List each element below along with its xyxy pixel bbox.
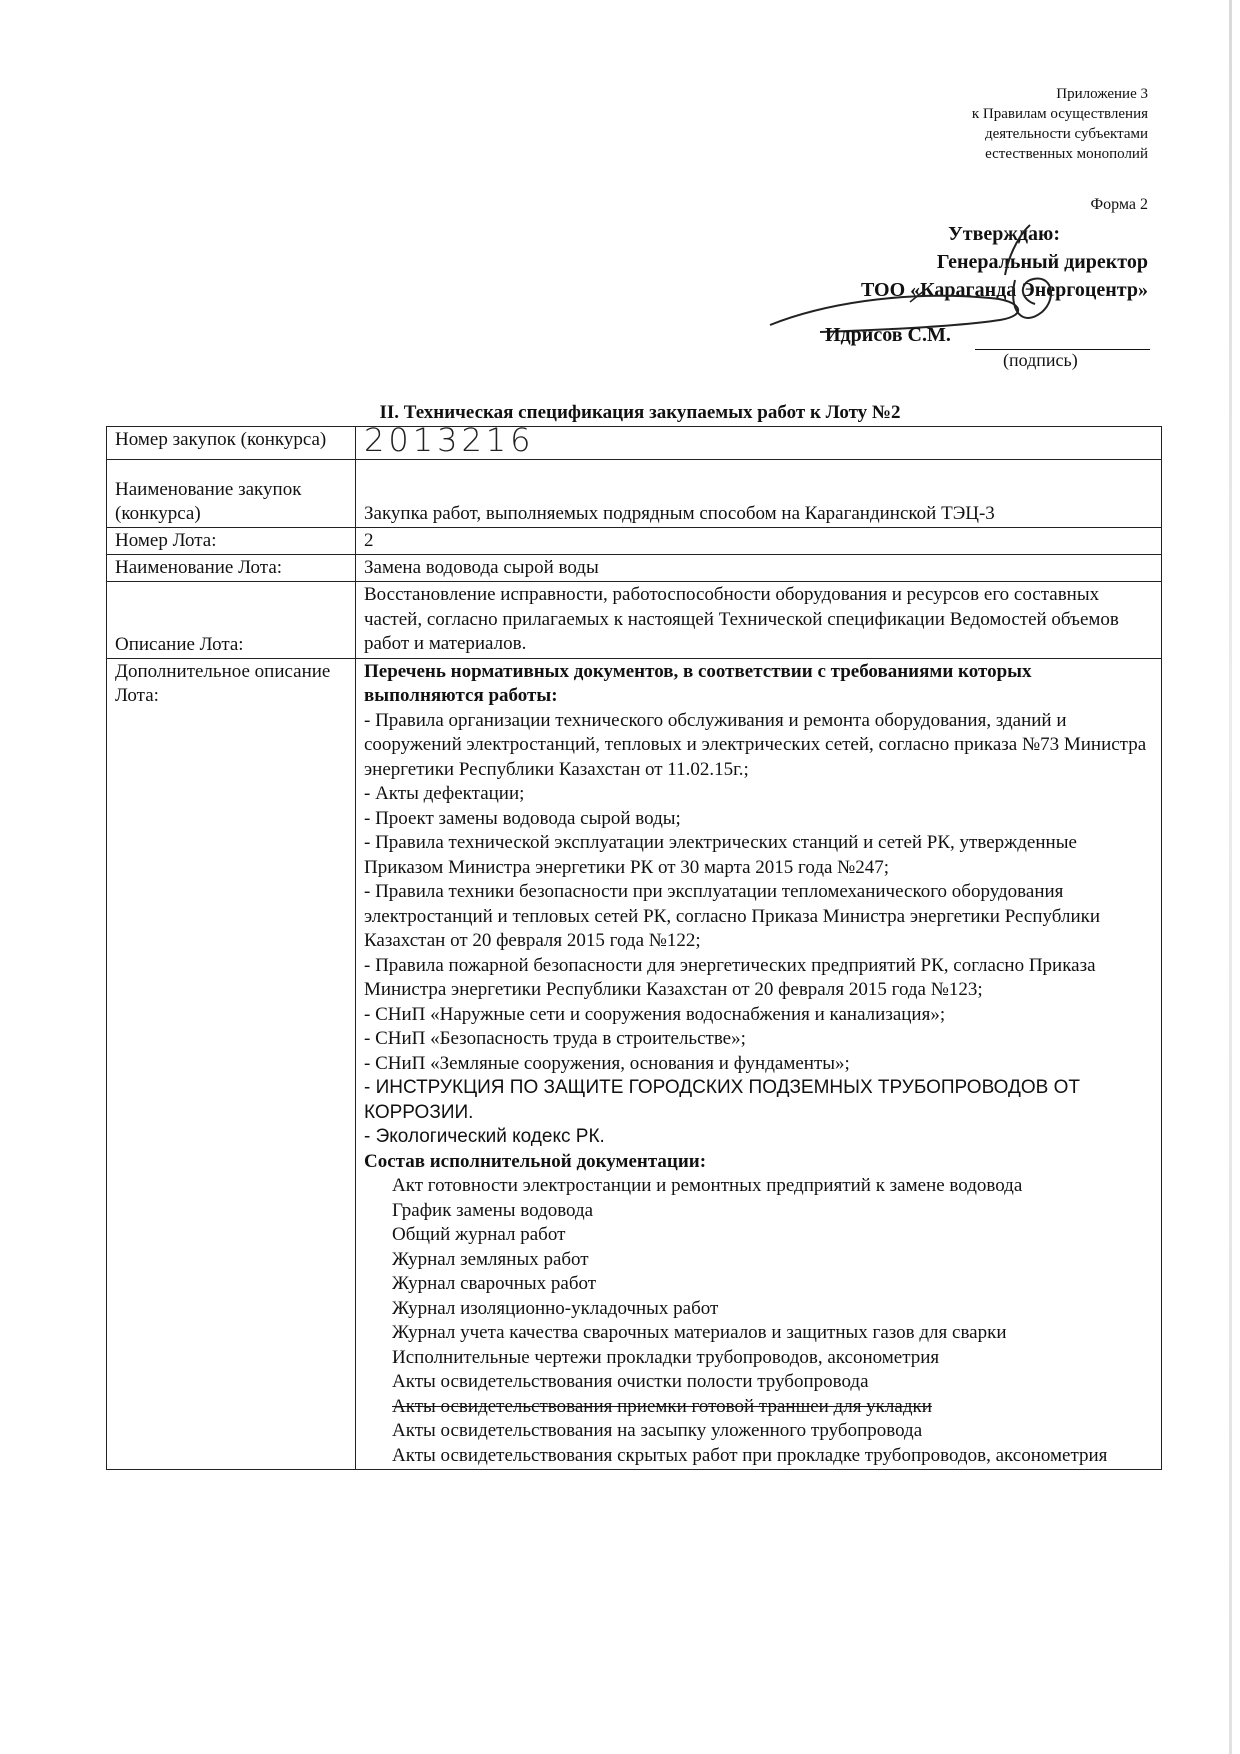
procurement-number-value: 2013216	[364, 421, 535, 459]
signer-name: Идрисов С.М.	[825, 324, 951, 346]
approval-block	[861, 220, 1148, 304]
normative-item: - СНиП «Земляные сооружения, основания и фундаменты»;	[364, 1052, 850, 1074]
normative-item: - СНиП «Безопасность труда в строительстве»;	[364, 1028, 746, 1049]
signature-caption: (подпись)	[1003, 350, 1078, 370]
documentation-item: Журнал изоляционно-укладочных работ	[392, 1297, 719, 1319]
normative-item: - Правила пожарной безопасности для энергетических предприятий РК, согласно Приказа Министра энергетики Республики Казахстан от 20 февраля 2015 года №123;	[364, 954, 1096, 1000]
documentation-item: Журнал земляных работ	[392, 1248, 589, 1270]
scan-edge	[1229, 0, 1232, 1754]
lot-name-value: Замена водовода сырой воды	[356, 555, 1162, 582]
lot-description-value: Восстановление исправности, работоспособности оборудования и ресурсов его составных частей, согласно прилагаемых к настоящей Технической спецификации Ведомостей объемов работ и материалов.	[356, 582, 1162, 659]
form-label: Форма 2	[1090, 196, 1148, 213]
normative-item: - Акты дефектации;	[364, 783, 525, 804]
appendix-line: естественных монополий	[985, 146, 1148, 162]
procurement-number-cell	[356, 421, 1162, 460]
lot-name-label: Наименование Лота:	[107, 555, 356, 582]
normative-item: - Проект замены водовода сырой воды;	[364, 807, 681, 829]
documentation-item: Акты освидетельствования на засыпку уложенного трубопровода	[392, 1420, 923, 1441]
documentation-item: Общий журнал работ	[392, 1224, 566, 1245]
normative-item: - Правила организации технического обслуживания и ремонта оборудования, зданий и сооружений электростанций, тепловых и электрических сетей, согласно приказа №73 Министра энергетики Республики Казахстан от 11.02.15г.;	[364, 709, 1147, 780]
table-row	[107, 658, 1162, 1470]
documentation-item: Акт готовности электростанции и ремонтных предприятий к замене водовода	[392, 1175, 1023, 1196]
appendix-header	[972, 84, 1148, 164]
table-row	[107, 460, 1162, 528]
table-row	[107, 555, 1162, 582]
documentation-item: Акты освидетельствования скрытых работ при прокладке трубопроводов, аксонометрия	[392, 1444, 1108, 1466]
additional-description-cell	[356, 658, 1162, 1470]
documentation-item: Исполнительные чертежи прокладки трубопроводов, аксонометрия	[392, 1346, 940, 1368]
normative-item: - Экологический кодекс РК.	[364, 1126, 605, 1147]
appendix-line: к Правилам осуществления	[971, 106, 1148, 122]
specification-table	[106, 421, 1162, 1470]
company-name: ТОО «Караганда Энергоцентр»	[860, 279, 1148, 301]
lot-number-label: Номер Лота:	[107, 528, 356, 555]
approve-text: Утверждаю:	[948, 223, 1060, 245]
procurement-name-value: Закупка работ, выполняемых подрядным способом на Карагандинской ТЭЦ-3	[356, 460, 1162, 528]
documentation-item: График замены водовода	[392, 1199, 594, 1221]
documentation-heading: Состав исполнительной документации:	[364, 1150, 707, 1172]
table-row	[107, 582, 1162, 659]
normative-item: - Правила технической эксплуатации электрических станций и сетей РК, утвержденные Приказом Министра энергетики РК от 30 марта 2015 года №247;	[364, 832, 1077, 878]
lot-description-label: Описание Лота:	[107, 582, 356, 659]
additional-description-label: Дополнительное описание Лота:	[107, 658, 356, 1470]
table-row	[107, 528, 1162, 555]
normative-item: - Правила техники безопасности при эксплуатации тепломеханического оборудования электростанций и тепловых сетей РК, согласно Приказа Министра энергетики Республики Казахстан от 20 февраля 2015 года №122;	[364, 881, 1101, 951]
documentation-item: Журнал сварочных работ	[392, 1273, 597, 1294]
procurement-number-label: Номер закупок (конкурса)	[107, 427, 356, 460]
lot-number-value: 2	[356, 528, 1162, 555]
documentation-item: Акты освидетельствования очистки полости трубопровода	[392, 1371, 869, 1392]
table-row	[107, 427, 1162, 460]
procurement-name-label: Наименование закупок (конкурса)	[107, 460, 356, 528]
normative-heading: Перечень нормативных документов, в соответствии с требованиями которых выполняются работы:	[364, 660, 1032, 706]
appendix-line: Приложение 3	[1056, 86, 1148, 102]
documentation-item: Журнал учета качества сварочных материалов и защитных газов для сварки	[392, 1322, 1007, 1343]
appendix-line: деятельности субъектами	[984, 126, 1148, 142]
page-title: II. Техническая спецификация закупаемых работ к Лоту №2	[379, 402, 901, 423]
normative-item: - СНиП «Наружные сети и сооружения водоснабжения и канализация»;	[364, 1003, 946, 1025]
normative-item: - ИНСТРУКЦИЯ ПО ЗАЩИТЕ ГОРОДСКИХ ПОДЗЕМНЫХ ТРУБОПРОВОДОВ ОТ КОРРОЗИИ.	[364, 1077, 1080, 1123]
approver-position: Генеральный директор	[936, 251, 1148, 273]
documentation-item: Акты освидетельствования приемки готовой траншеи для укладки	[392, 1395, 932, 1417]
